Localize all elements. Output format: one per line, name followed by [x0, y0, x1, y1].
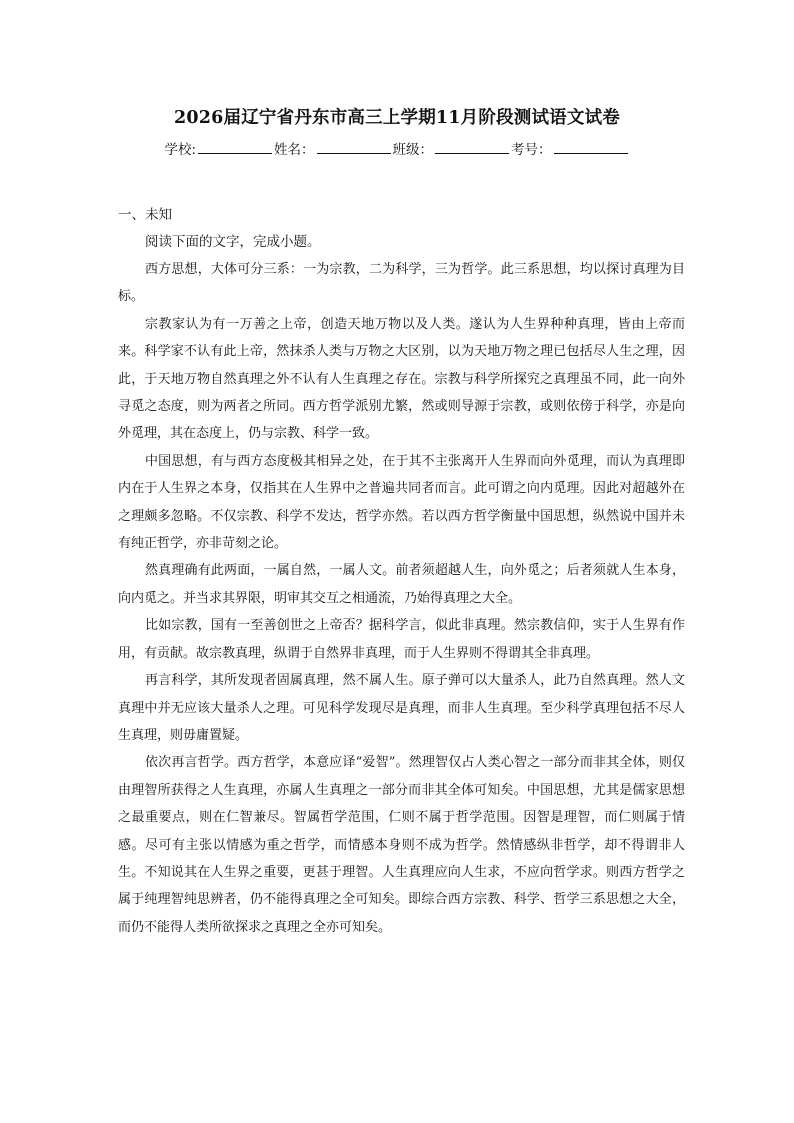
passage-paragraph: 依次再言哲学。西方哲学，本意应译“爱智”。然理智仅占人类心智之一部分而非其全体，则仅由理智所获得之人生真理，亦属人生真理之一部分而非其全体可知矣。中国思想，尤其是儒家思想之最重要点，则在仁智兼尽。智属哲学范围，仁则不属于哲学范围。因智是理智，而仁则属于情感。尽可有主张以情感为重之哲学，而情感本身则不成为哲学。然情感纵非哲学，却不得谓非人生。不知说其在人生界之重要，更甚于理智。人生真理应向人生求，不应向哲学求。则西方哲学之属于纯理智纯思辨者，仍不能得真理之全可知矣。即综合西方宗教、科学、哲学三系思想之大全，而仍不能得人类所欲探求之真理之全亦可知矣。: [118, 755, 685, 935]
passage-paragraph: 宗教家认为有一万善之上帝，创造天地万物以及人类。遂认为人生界种种真理，皆由上帝而来。科学家不认有此上帝，然抹杀人类与万物之大区别，以为天地万物之理已包括尽人生之理，因此，于天地万物自然真理之外不认有人生真理之存在。宗教与科学所探究之真理虽不同，此一向外寻觅之态度，则为两者之所同。西方哲学派别尤繁，然或则导源于宗教，或则依傍于科学，亦是向外觅理，其在态度上，仍与宗教、科学一致。: [118, 316, 685, 442]
passage-paragraph: 再言科学，其所发现者固属真理，然不属人生。原子弹可以大量杀人，此乃自然真理。然人文真理中并无应该大量杀人之理。可见科学发现尽是真理，而非人生真理。至少科学真理包括不尽人生真理，则毋庸置疑。: [118, 673, 685, 743]
passage-paragraph: 中国思想，有与西方态度极其相异之处，在于其不主张离开人生界而向外觅理，而认为真理即内在于人生界之本身，仅指其在人生界中之普遍共同者而言。此可谓之向内觅理。因此对超越外在之理颇多忽略。不仅宗教、科学不发达，哲学亦然。若以西方哲学衡量中国思想，纵然说中国并未有纯正哲学，亦非苛刻之论。: [118, 453, 685, 552]
name-label: 姓名：: [274, 142, 315, 158]
passage-paragraph: 然真理确有此两面，一属自然，一属人文。前者须超越人生，向外觅之；后者须就人生本身，向内觅之。并当求其界限，明审其交互之相通流，乃始得真理之大全。: [118, 563, 685, 606]
name-blank[interactable]: [317, 141, 391, 154]
exam-title: 2026届辽宁省丹东市高三上学期11月阶段测试语文试卷: [174, 108, 620, 128]
class-blank[interactable]: [435, 141, 509, 154]
school-blank[interactable]: [198, 141, 272, 154]
number-blank[interactable]: [554, 141, 628, 154]
passage-paragraph: 西方思想，大体可分三系：一为宗教，二为科学，三为哲学。此三系思想，均以探讨真理为目标。: [118, 262, 685, 305]
number-label: 考号：: [511, 142, 552, 158]
school-label: 学校:: [164, 142, 197, 158]
passage-paragraph: 比如宗教，国有一至善创世之上帝否？据科学言，似此非真理。然宗教信仰，实于人生界有作用，有贡献。故宗教真理，纵谓于自然界非真理，而于人生界则不得谓其全非真理。: [118, 618, 685, 661]
reading-passage: [118, 256, 685, 941]
class-label: 班级：: [392, 142, 434, 158]
reading-instruction: 阅读下面的文字，完成小题。: [145, 234, 321, 250]
student-info-line: [0, 138, 794, 158]
section-heading: 一、未知: [118, 207, 172, 223]
